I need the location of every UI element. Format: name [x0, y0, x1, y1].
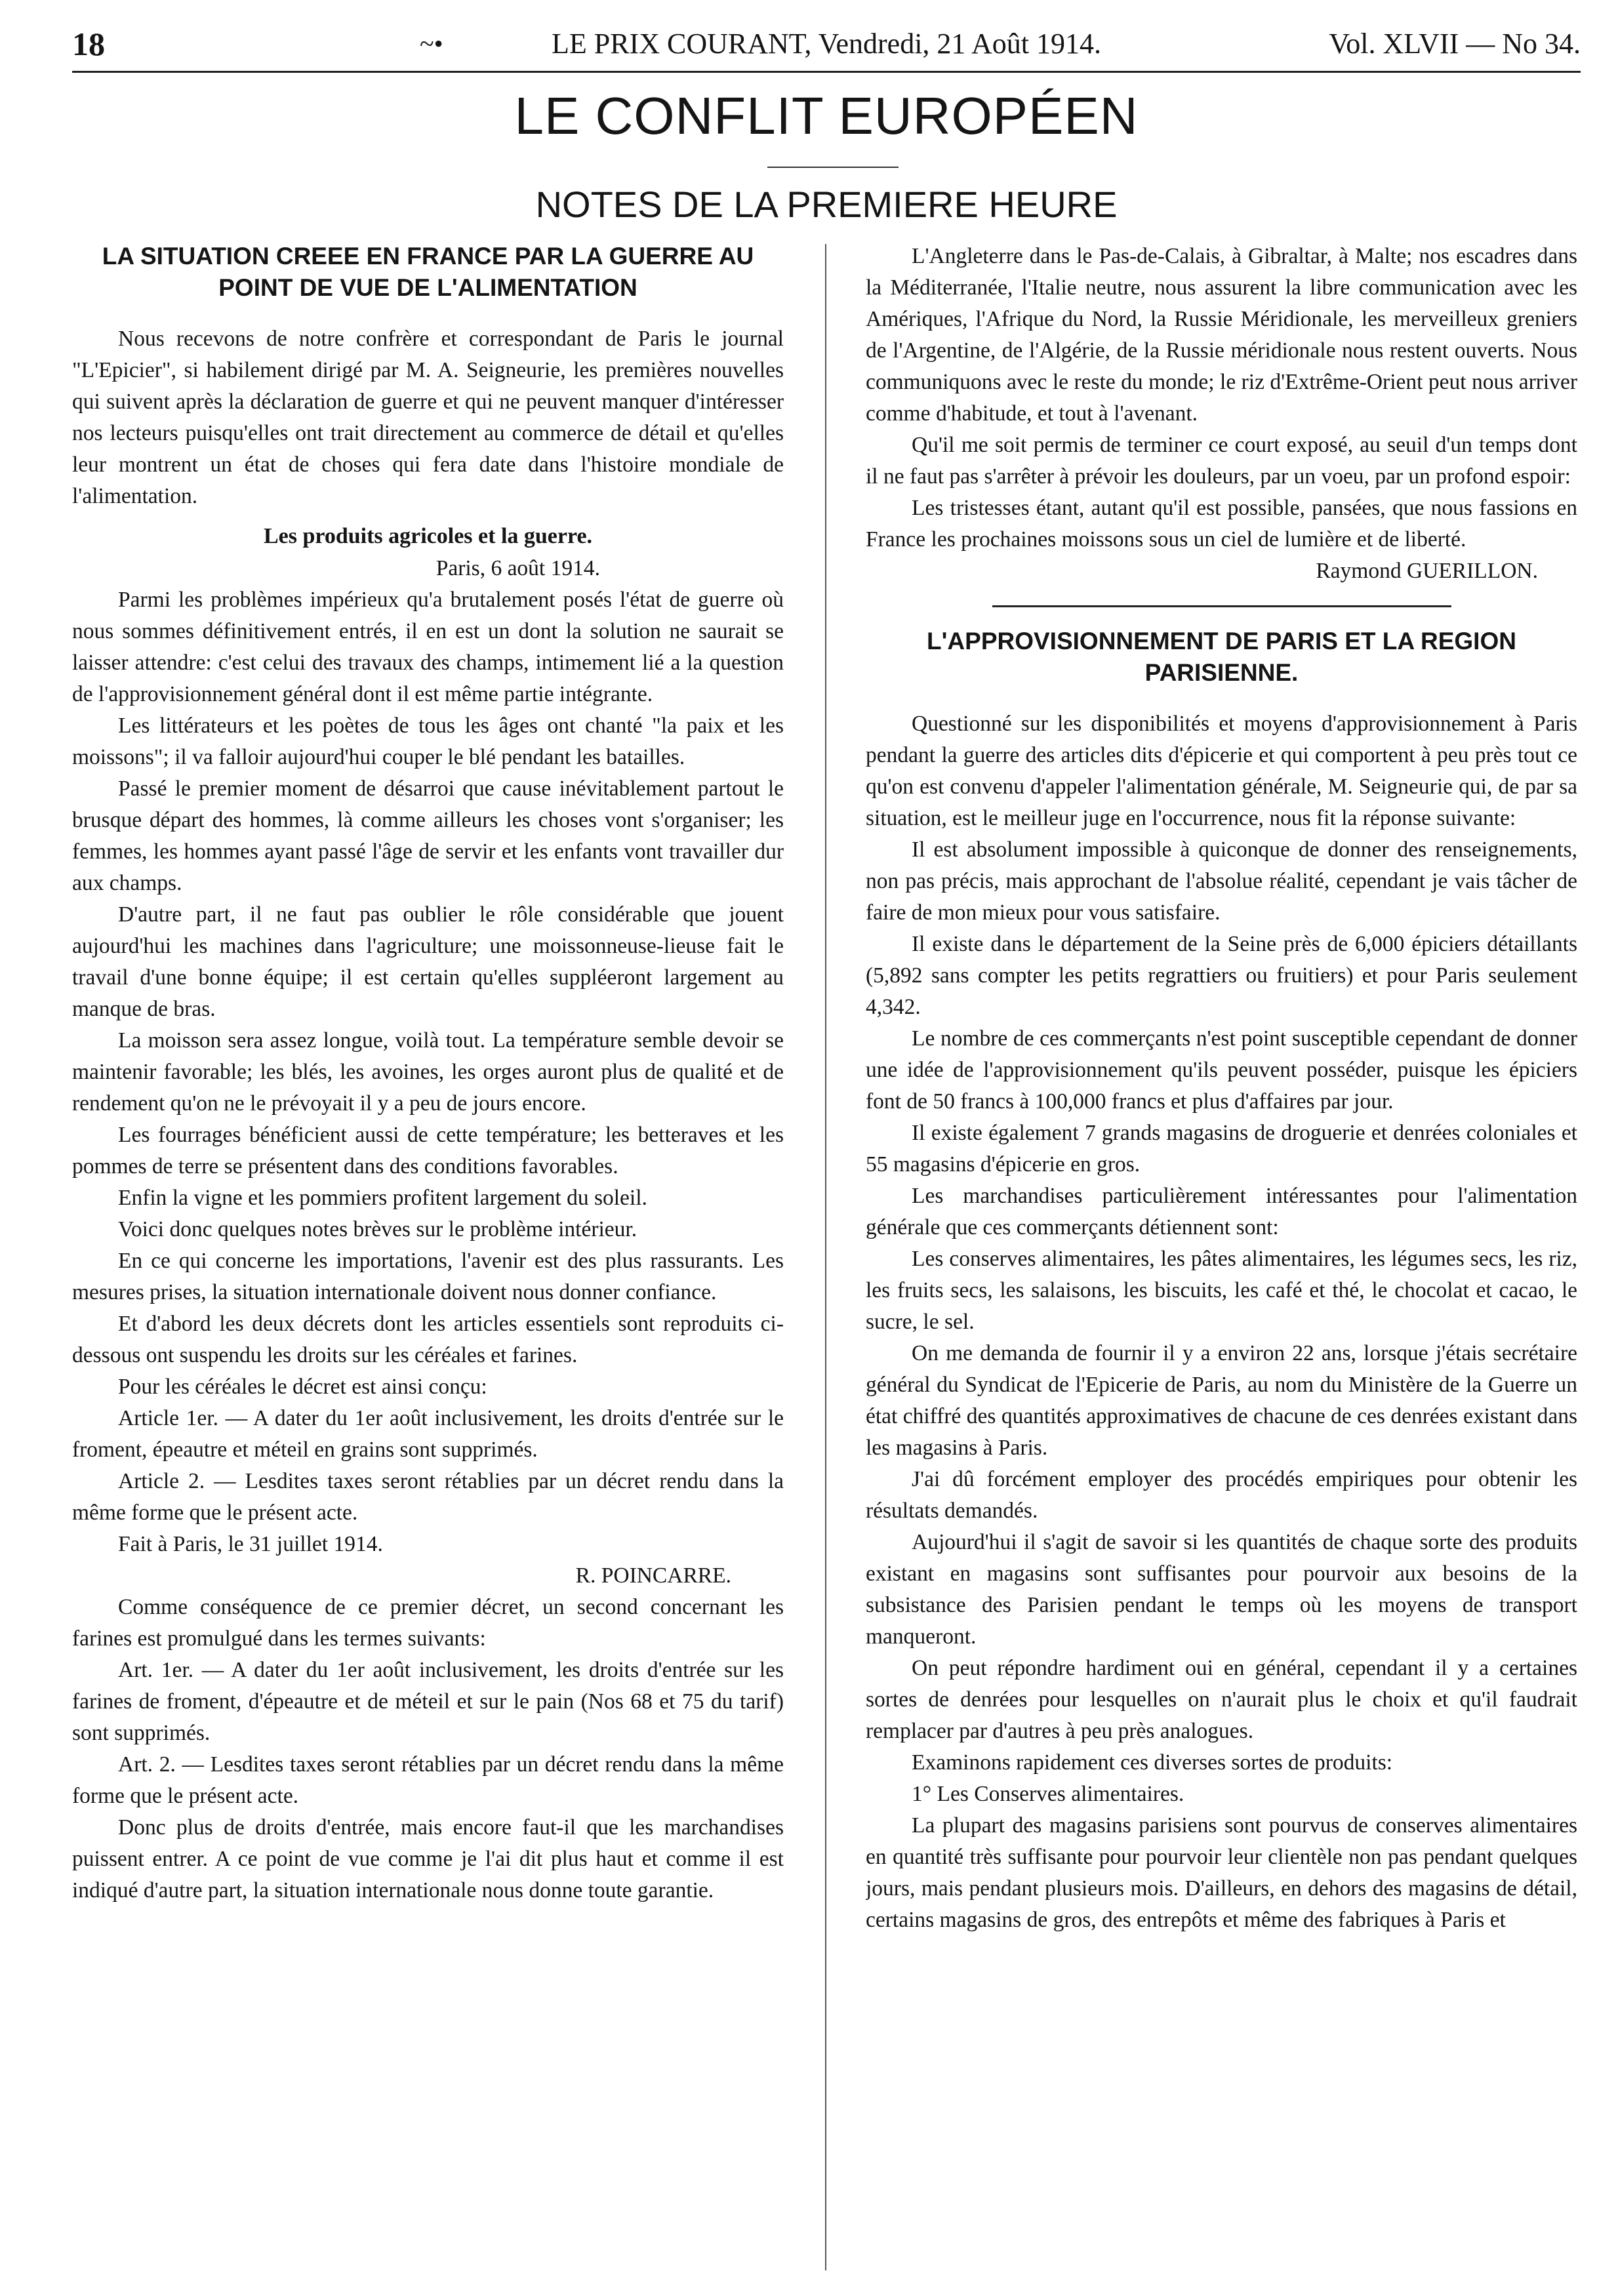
paragraph: On me demanda de fournir il y a environ 22 ans, lorsque j'étais secrétaire général du Syndicat de l'Epicerie de Paris, au nom du Ministère de la Guerre un état chiffré des quantités approximatives de chacune de ces denrées existant dans les magasins à Paris.: [866, 1341, 1577, 1460]
paragraph: Qu'il me soit permis de terminer ce court exposé, au seuil d'un temps dont il ne faut pas s'arrêter à prévoir les douleurs, par un voeu, par un profond espoir:: [866, 433, 1577, 489]
main-title: LE CONFLIT EUROPÉEN: [514, 87, 1139, 145]
paragraph: En ce qui concerne les importations, l'avenir est des plus rassurants. Les mesures prises, la situation internationale doivent nous donner confiance.: [72, 1249, 784, 1304]
volume-number: Vol. XLVII — No 34.: [1329, 28, 1581, 60]
paragraph: Donc plus de droits d'entrée, mais encore faut-il que les marchandises puissent entrer. A ce point de vue comme je l'ai dit plus haut et comme il est indiqué d'autre part, la situation internationale nous donne toute garantie.: [72, 1815, 784, 1903]
decree-article: Article 1er. — A dater du 1er août inclusivement, les droits d'entrée sur le froment, épeautre et méteil en grains sont supprimés.: [72, 1406, 784, 1462]
paragraph: J'ai dû forcément employer des procédés empiriques pour obtenir les résultats demandés.: [866, 1467, 1577, 1523]
decree-article: Art. 1er. — A dater du 1er août inclusivement, les droits d'entrée sur les farines de froment, d'épeautre et de méteil et sur le pain (Nos 68 et 75 du tarif) sont supprimés.: [72, 1658, 784, 1745]
paragraph: Il existe dans le département de la Seine près de 6,000 épiciers détaillants (5,892 sans compter les petits regrattiers ou fruitiers) et pour Paris seulement 4,342.: [866, 932, 1577, 1019]
right-column: [866, 241, 1577, 2274]
paragraph: Enfin la vigne et les pommiers profitent largement du soleil.: [118, 1186, 647, 1210]
title-divider: [767, 167, 899, 168]
article-intro: Nous recevons de notre confrère et correspondant de Paris le journal "L'Epicier", si habilement dirigé par M. A. Seigneurie, les premières nouvelles qui suivent après la déclaration de guerre et qui ne peuvent manquer d'intéresser nos lecteurs puisqu'elles ont trait directement au commerce de détail et qu'elles leur montrent un état de choses qui fera date dans l'histoire mondiale de l'alimentation.: [72, 327, 784, 508]
printer-mark-icon: ~•: [420, 29, 443, 58]
paragraph: Et d'abord les deux décrets dont les articles essentiels sont reproduits ci-dessous ont suspendu les droits sur les céréales et farines.: [72, 1312, 784, 1367]
paragraph: On peut répondre hardiment oui en général, cependant il y a certaines sortes de denrées pour lesquelles on n'aurait plus le choix et qu'il faudrait remplacer par d'autres à peu près analogues.: [866, 1656, 1577, 1743]
left-column: [72, 241, 784, 2274]
signature: Raymond GUERILLON.: [1316, 559, 1538, 583]
paragraph: Questionné sur les disponibilités et moyens d'approvisionnement à Paris pendant la guerre des articles dits d'épicerie et qui comportent à peu près tout ce qu'on est convenu d'appeler l'alimentation générale, M. Seigneurie qui, de par sa situation, est le meilleur juge en l'occurrence, nous fit la réponse suivante:: [866, 712, 1577, 830]
signature: R. POINCARRE.: [575, 1563, 731, 1588]
paragraph: L'Angleterre dans le Pas-de-Calais, à Gibraltar, à Malte; nos escadres dans la Méditerranée, l'Italie neutre, nous assurent la libre communication avec les Amériques, l'Afrique du Nord, la Russie Méridionale, les merveilleux greniers de l'Argentine, de l'Algérie, de la Russie méridionale nous restent ouverts. Nous communiquons avec le reste du monde; le riz d'Extrême-Orient peut nous arriver comme d'habitude, et tout à l'avenant.: [866, 244, 1577, 426]
paragraph: Les conserves alimentaires, les pâtes alimentaires, les légumes secs, les riz, les fruits secs, les salaisons, les biscuits, les café et thé, le chocolat et cacao, le sucre, le sel.: [866, 1247, 1577, 1334]
decree-date: Fait à Paris, le 31 juillet 1914.: [118, 1532, 383, 1556]
article-heading: L'APPROVISIONNEMENT DE PARIS ET LA REGION PARISIENNE.: [927, 628, 1516, 686]
subtitle: NOTES DE LA PREMIERE HEURE: [535, 184, 1118, 225]
publication-line: LE PRIX COURANT, Vendredi, 21 Août 1914.: [551, 28, 1102, 60]
decree-article: Article 2. — Lesdites taxes seront rétablies par un décret rendu dans la même forme que le présent acte.: [72, 1469, 784, 1525]
article-subheading: Les produits agricoles et la guerre.: [263, 524, 593, 548]
paragraph: Comme conséquence de ce premier décret, un second concernant les farines est promulgué dans les termes suivants:: [72, 1595, 784, 1651]
paragraph: Examinons rapidement ces diverses sortes de produits:: [912, 1750, 1393, 1775]
paragraph: Il existe également 7 grands magasins de droguerie et denrées coloniales et 55 magasins d'épicerie en gros.: [866, 1121, 1577, 1177]
paragraph: Aujourd'hui il s'agit de savoir si les quantités de chaque sorte des produits existant en magasins sont suffisantes pour pourvoir aux besoins de la subsistance des Parisien pendant le temps où les moyens de transport manqueront.: [866, 1530, 1577, 1649]
paragraph: Les fourrages bénéficient aussi de cette température; les betteraves et les pommes de terre se présentent dans des conditions favorables.: [72, 1123, 784, 1178]
page-number: 18: [72, 26, 105, 62]
paragraph: Voici donc quelques notes brèves sur le problème intérieur.: [118, 1217, 637, 1241]
paragraph: Le nombre de ces commerçants n'est point susceptible cependant de donner une idée de l'approvisionnement qu'ils peuvent posséder, puisque les épiciers font de 50 francs à 100,000 francs et plus d'affaires par jour.: [866, 1026, 1577, 1114]
paragraph: La plupart des magasins parisiens sont pourvus de conserves alimentaires en quantité très suffisante pour pourvoir leur clientèle non pas pendant quelques jours, mais pendant plusieurs mois. D'ailleurs, en dehors des magasins de détail, certains magasins de gros, des entrepôts et même des fabriques à Paris et: [866, 1813, 1577, 1932]
running-header: [72, 21, 1581, 67]
paragraph: D'autre part, il ne faut pas oublier le rôle considérable que jouent aujourd'hui les machines dans l'agriculture; une moissonneuse-lieuse fait le travail d'une bonne équipe; il est certain qu'elles suppléeront largement au manque de bras.: [72, 902, 784, 1021]
dateline: Paris, 6 août 1914.: [435, 556, 600, 580]
paragraph: La moisson sera assez longue, voilà tout. La température semble devoir se maintenir favorable; les blés, les avoines, les orges auront plus de qualité et de rendement qu'on ne le prévoyait il y a peu de jours encore.: [72, 1028, 784, 1116]
article-heading: LA SITUATION CREEE EN FRANCE PAR LA GUERRE AU POINT DE VUE DE L'ALIMENTATION: [102, 243, 754, 301]
paragraph: Il est absolument impossible à quiconque de donner des renseignements, non pas précis, mais approchant de l'absolue réalité, cependant je vais tâcher de faire de mon mieux pour vous satisfaire.: [866, 837, 1577, 925]
list-heading: 1° Les Conserves alimentaires.: [912, 1782, 1184, 1806]
paragraph: Parmi les problèmes impérieux qu'a brutalement posés l'état de guerre où nous sommes définitivement entrés, il en est un dont la solution ne saurait se laisser attendre: c'est celui des travaux des champs, intimement lié a la question de l'approvisionnement général dont il est même partie intégrante.: [72, 588, 784, 706]
paragraph: Les littérateurs et les poètes de tous les âges ont chanté "la paix et les moissons"; il va falloir aujourd'hui couper le blé pendant les batailles.: [72, 714, 784, 769]
paragraph: Les marchandises particulièrement intéressantes pour l'alimentation générale que ces commerçants détiennent sont:: [866, 1184, 1577, 1239]
paragraph: Les tristesses étant, autant qu'il est possible, pansées, que nous fassions en France les prochaines moissons sous un ciel de lumière et de liberté.: [866, 496, 1577, 552]
section-rule: [992, 605, 1451, 607]
header-rule: [72, 71, 1581, 73]
paragraph: Pour les céréales le décret est ainsi conçu:: [118, 1375, 487, 1399]
newspaper-page: [72, 21, 1581, 2277]
column-divider: [825, 244, 826, 2270]
paragraph: Passé le premier moment de désarroi que cause inévitablement partout le brusque départ des hommes, là comme ailleurs les choses vont s'organiser; les femmes, les hommes ayant passé l'âge de servir et les enfants vont travailler dur aux champs.: [72, 776, 784, 895]
decree-article: Art. 2. — Lesdites taxes seront rétablies par un décret rendu dans la même forme que le présent acte.: [72, 1752, 784, 1808]
